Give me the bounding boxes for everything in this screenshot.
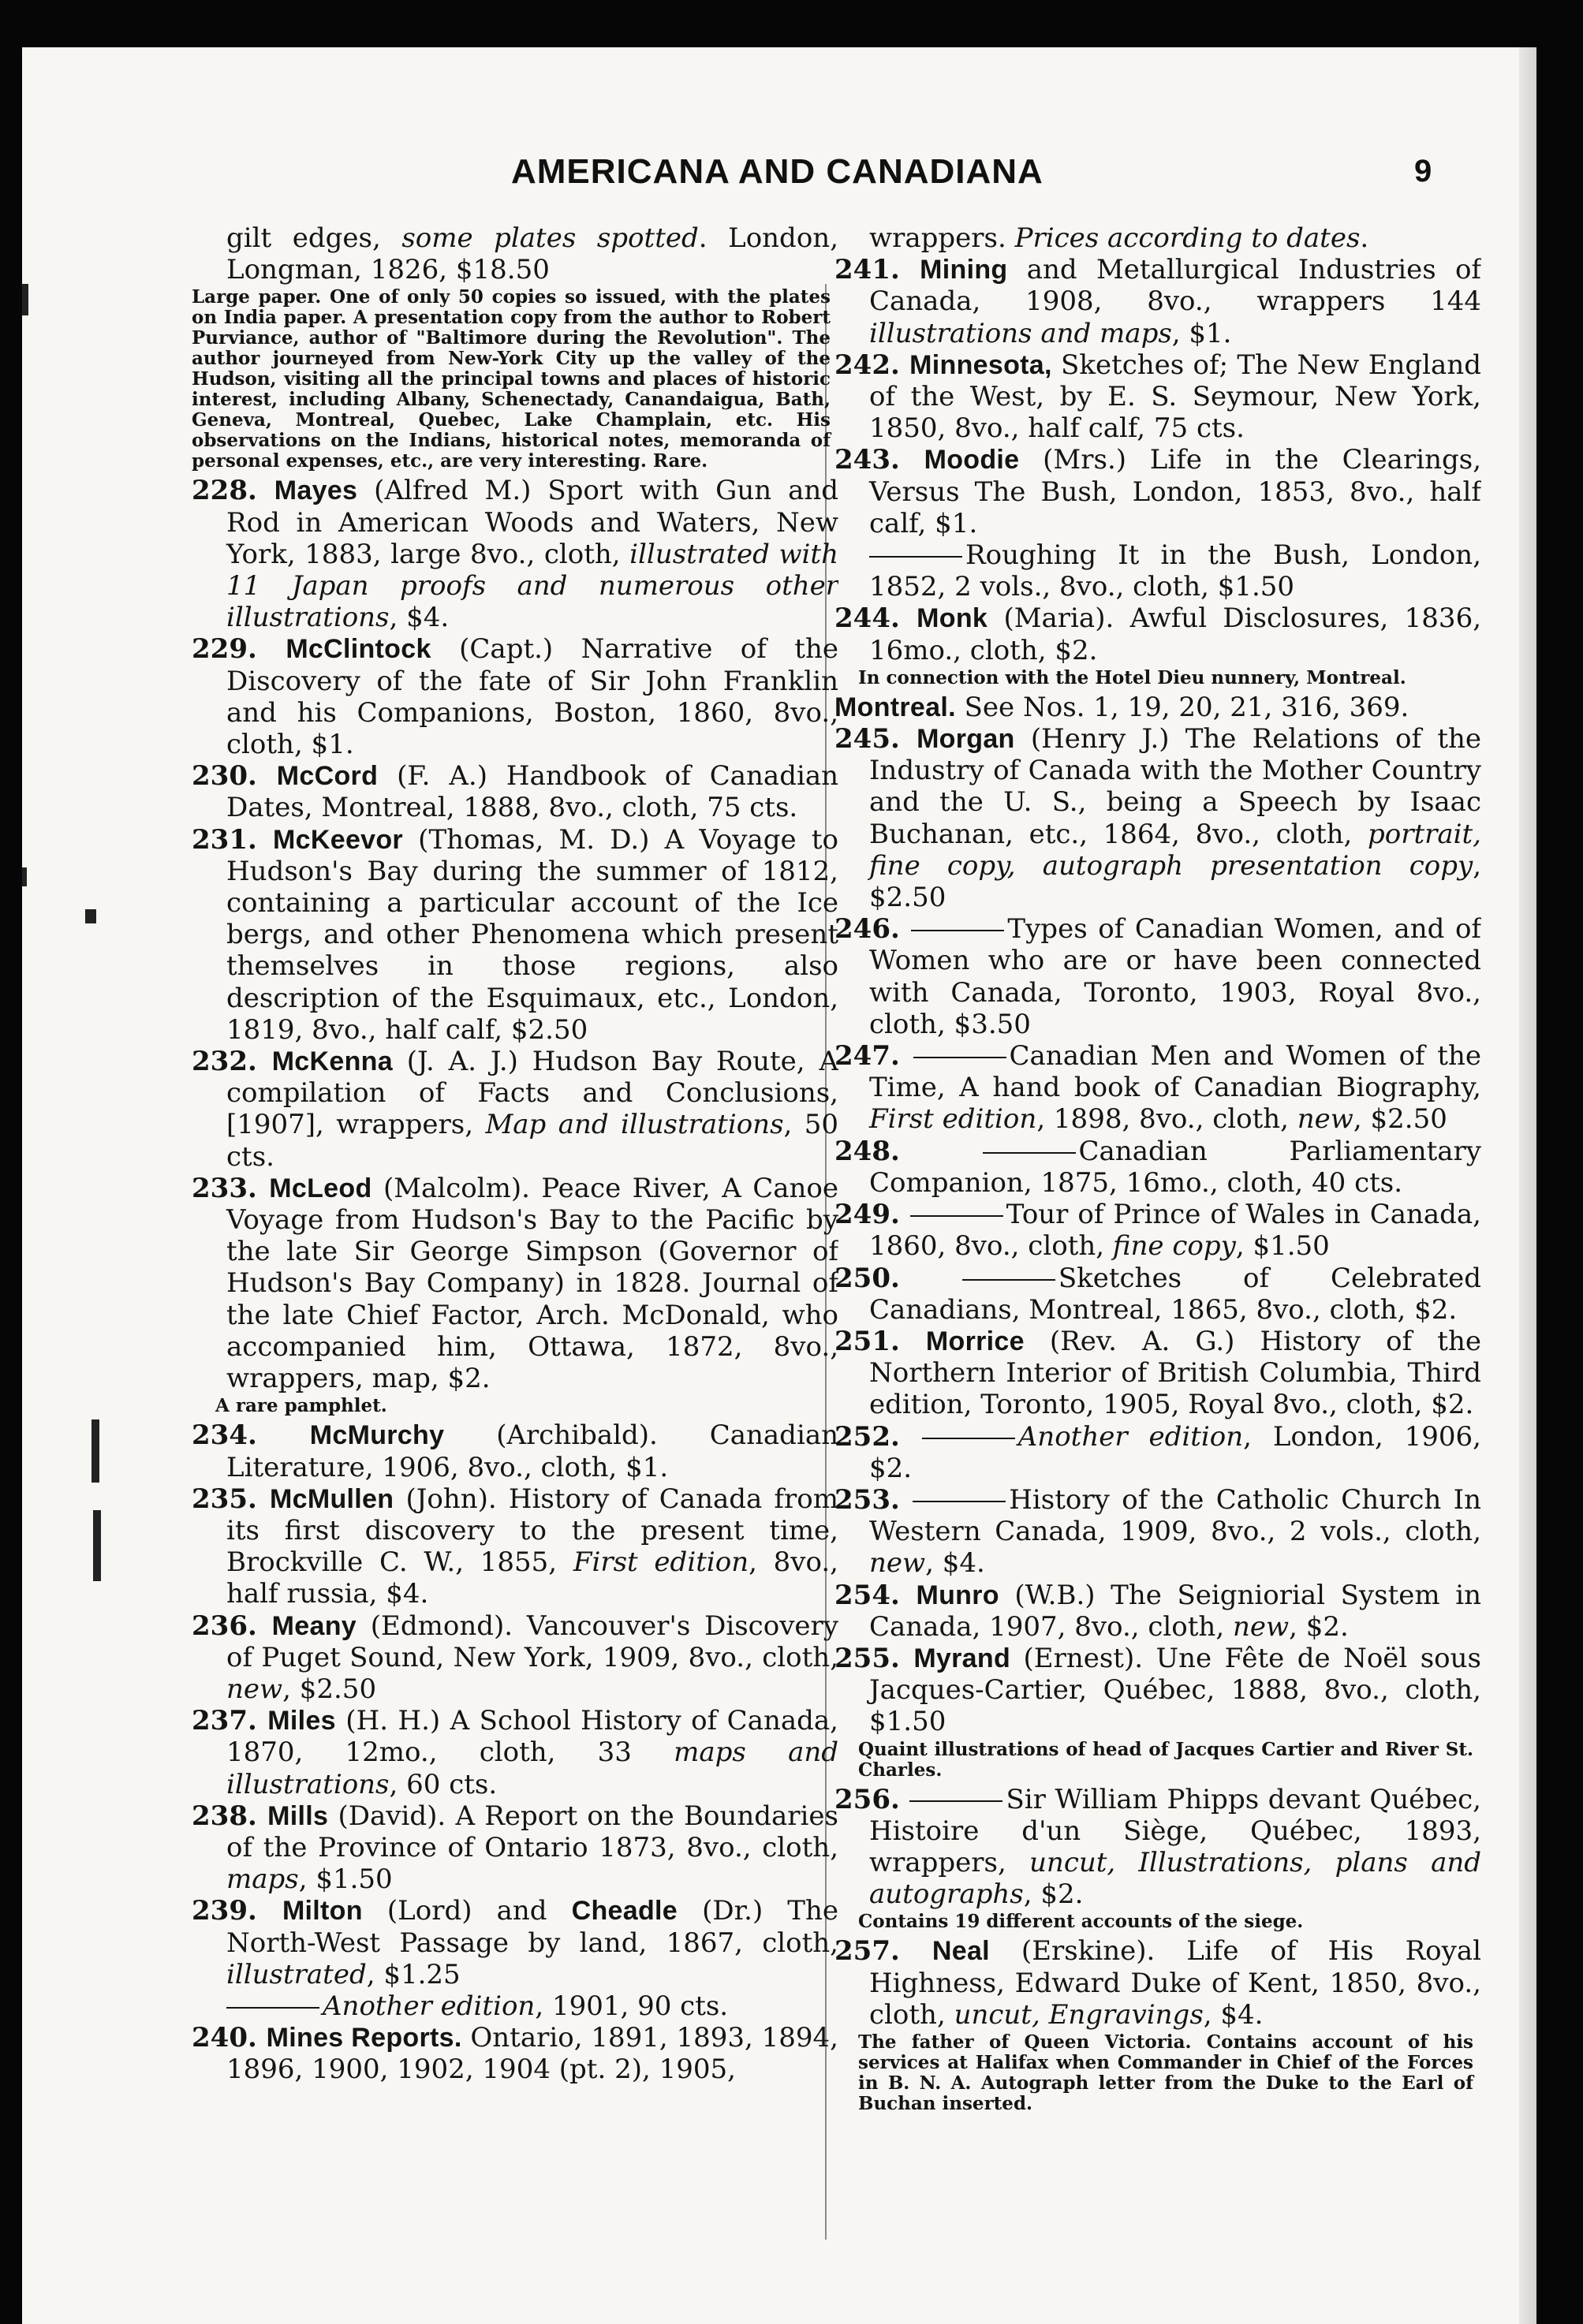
- catalogue-entry: [192, 1046, 838, 1173]
- entry-text: , $1.50: [298, 1863, 393, 1896]
- entry-italic: illustrations and maps: [869, 317, 1172, 349]
- entry-number: 239.: [192, 1895, 282, 1927]
- entry-text: (W.B.) The Seigniorial System in Canada, 1907, 8vo., cloth,: [869, 1579, 1481, 1643]
- entry-note: [858, 668, 1473, 688]
- entry-note: [215, 1396, 831, 1416]
- entry-text: (Rev. A. G.) History of the Northern Interior of British Columbia, Third edition, Toronto, 1905, Royal 8vo., cloth, $2.: [869, 1325, 1481, 1421]
- ditto-rule: [922, 1438, 1015, 1439]
- entry-continuation: [869, 222, 1481, 254]
- note-text: The father of Queen Victoria. Contains account of his services at Halifax when Commander in Chief of the Forces in B. N. A. Autograph letter from the Duke to the Earl of Buchan inserted.: [858, 2031, 1473, 2114]
- entry-number: 233.: [192, 1172, 270, 1204]
- entry-number: 252.: [834, 1420, 922, 1453]
- page-number: 9: [1414, 154, 1432, 188]
- catalogue-entry: [192, 1172, 838, 1395]
- entry-text: wrappers.: [869, 222, 1015, 254]
- catalogue-entry: [834, 913, 1481, 1040]
- catalogue-entry: [834, 1642, 1481, 1738]
- entry-keyword: Monk: [917, 603, 988, 634]
- catalogue-entry: [834, 1579, 1481, 1643]
- entry-text: Ontario, 1891, 1893, 1894, 1896, 1900, 1902, 1904 (pt. 2), 1905,: [226, 2022, 838, 2086]
- entry-number: 232.: [192, 1046, 272, 1078]
- entry-number: 234.: [192, 1419, 310, 1452]
- page-header: [22, 152, 1536, 200]
- entry-text: gilt edges,: [226, 222, 402, 254]
- entry-number: 247.: [834, 1040, 913, 1072]
- entry-number: 257.: [834, 1935, 932, 1968]
- entry-italic: some plates spotted: [401, 222, 699, 254]
- entry-text: , $4.: [389, 602, 450, 634]
- entry-keyword: McCord: [276, 761, 379, 792]
- entry-number: 231.: [192, 823, 274, 856]
- entry-italic: Prices according to dates: [1014, 222, 1361, 254]
- catalogue-entry: [834, 1262, 1481, 1326]
- catalogue-entry: [834, 1420, 1481, 1484]
- ditto-rule: [909, 1800, 1002, 1802]
- ditto-rule: [869, 556, 962, 558]
- entry-text: , 50 cts.: [226, 1109, 838, 1173]
- margin-mark: [91, 1419, 99, 1483]
- entry-number: 249.: [834, 1199, 910, 1231]
- margin-mark: [22, 284, 28, 315]
- entry-continuation: [869, 539, 1481, 602]
- entry-text: and Metallurgical Industries of Canada, 1908, 8vo., wrappers 144: [869, 254, 1481, 318]
- entry-text: , $2.50: [282, 1673, 377, 1705]
- entry-text: (Edmond). Vancouver's Discovery of Puget Sound, New York, 1909, 8vo., cloth,: [226, 1610, 838, 1673]
- entry-keyword: McMullen: [270, 1483, 394, 1514]
- margin-mark: [93, 1510, 101, 1581]
- entry-keyword: Mills: [267, 1800, 329, 1831]
- entry-text: (F. A.) Handbook of Canadian Dates, Montreal, 1888, 8vo., cloth, 75 cts.: [226, 760, 838, 824]
- entry-text: (Dr.) The North-West Passage by land, 1867, cloth,: [226, 1895, 838, 1959]
- entry-italic: new: [226, 1673, 283, 1705]
- catalogue-entry: [192, 760, 838, 824]
- entry-text: , 8vo., half russia, $4.: [226, 1546, 838, 1610]
- entry-keyword: McKenna: [271, 1046, 393, 1077]
- entry-number: 250.: [834, 1262, 962, 1294]
- catalogue-entry: [192, 1483, 838, 1610]
- catalogue-entry: [834, 1483, 1481, 1580]
- catalogue-page: [22, 47, 1536, 2324]
- catalogue-entry: [192, 823, 838, 1046]
- entry-keyword: Neal: [932, 1936, 990, 1967]
- entry-text: , $1.50: [1235, 1230, 1330, 1263]
- entry-keyword: Moodie: [924, 445, 1020, 476]
- entry-text: . London, Longman, 1826, $18.50: [226, 222, 838, 286]
- catalogue-entry: [192, 1705, 838, 1800]
- entry-text: , London, 1906, $2.: [869, 1420, 1481, 1484]
- entry-keyword: Milton: [282, 1896, 363, 1927]
- catalogue-entry: [192, 475, 838, 634]
- entry-note: [858, 1912, 1473, 1932]
- entry-italic: uncut, Engravings: [954, 1998, 1204, 2031]
- entry-keyword: Mayes: [274, 476, 358, 506]
- catalogue-entry: [192, 1895, 838, 1990]
- entry-italic: new: [869, 1547, 926, 1580]
- entry-keyword: Cheadle: [571, 1896, 678, 1927]
- catalogue-entry: [192, 1610, 838, 1706]
- entry-text: , $4.: [925, 1547, 985, 1580]
- entry-continuation: [226, 1990, 838, 2022]
- ditto-rule: [226, 2007, 319, 2009]
- entry-text: , $1.: [1171, 317, 1232, 349]
- note-text: In connection with the Hotel Dieu nunnery, Montreal.: [858, 666, 1406, 688]
- entry-keyword: Myrand: [913, 1643, 1011, 1673]
- entry-italic: maps: [226, 1863, 299, 1896]
- catalogue-entry: [834, 723, 1481, 914]
- entry-italic: maps and illustrations: [226, 1736, 838, 1800]
- entry-keyword: Mining: [920, 255, 1008, 285]
- entry-number: 256.: [834, 1783, 910, 1815]
- ditto-rule: [913, 1057, 1006, 1058]
- entry-keyword: Montreal.: [834, 692, 956, 722]
- entry-number: 254.: [834, 1579, 917, 1611]
- entry-text: (Thomas, M. D.) A Voyage to Hudson's Bay during the summer of 1812, containing a particular account of the Ice bergs, and other Phenomena which present themselves in those regions, also description of the Esquimaux, etc., London, 1819, 8vo., half calf, $2.50: [226, 823, 838, 1046]
- entry-text: , $2.50: [1353, 1103, 1447, 1136]
- entry-text: Canadian Men and Women of the Time, A hand book of Canadian Biography,: [869, 1040, 1481, 1104]
- entry-text: (Maria). Awful Disclosures, 1836, 16mo., cloth, $2.: [869, 602, 1481, 666]
- entry-keyword: McKeevor: [273, 824, 403, 855]
- entry-text: (Malcolm). Peace River, A Canoe Voyage from Hudson's Bay to the Pacific by the late Sir George Simpson (Governor of Hudson's Bay Company) in 1828. Journal of the late Chief Factor, Arch. McDonald, who accompanied him, Ottawa, 1872, 8vo., wrappers, map, $2.: [226, 1172, 838, 1395]
- entry-italic: Another edition: [323, 1990, 536, 2022]
- catalogue-entry: [834, 349, 1481, 445]
- entry-keyword: Munro: [916, 1580, 999, 1610]
- entry-keyword: Morrice: [925, 1326, 1025, 1356]
- entry-italic: Map and illustrations: [485, 1109, 784, 1141]
- entry-italic: First edition: [869, 1103, 1037, 1136]
- note-text: Quaint illustrations of head of Jacques Cartier and River St. Charles.: [858, 1738, 1473, 1781]
- note-text: A rare pamphlet.: [215, 1395, 387, 1417]
- catalogue-entry: [192, 1419, 838, 1483]
- ditto-rule: [913, 1501, 1006, 1502]
- entry-keyword: McMurchy: [309, 1420, 445, 1451]
- entry-italic: new: [1297, 1103, 1353, 1136]
- note-text: Large paper. One of only 50 copies so issued, with the plates on India paper. A presentation copy from the author to Robert Purviance, author of "Baltimore during the Revolution". The author journeyed from New-York City up the valley of the Hudson, visiting all the principal towns and places of historic interest, including Albany, Schenectady, Canandaigua, Bath, Geneva, Montreal, Quebec, Lake Champlain, etc. His observations on the Indians, historical notes, memoranda of personal expenses, etc., are very interesting. Rare.: [192, 286, 831, 472]
- entry-number: 244.: [834, 602, 917, 635]
- catalogue-entry: [834, 1135, 1481, 1199]
- entry-number: 248.: [834, 1135, 983, 1167]
- entry-text: , $4.: [1203, 1998, 1264, 2031]
- entry-text: (Alfred M.) Sport with Gun and Rod in American Woods and Waters, New York, 1883, large 8vo., cloth,: [226, 475, 838, 570]
- entry-italic: new: [1232, 1610, 1290, 1643]
- entry-text: History of the Catholic Church In Western Canada, 1909, 8vo., 2 vols., cloth,: [869, 1483, 1481, 1548]
- catalogue-entry: [834, 1935, 1481, 2031]
- entry-number: 237.: [192, 1705, 268, 1737]
- entry-note: [858, 1740, 1473, 1781]
- entry-keyword: Morgan: [917, 724, 1015, 755]
- entry-number: 245.: [834, 723, 917, 755]
- left-column: [192, 222, 838, 2225]
- entry-text: , 1898, 8vo., cloth,: [1036, 1103, 1297, 1136]
- entry-number: 255.: [834, 1642, 914, 1674]
- catalogue-entry: [834, 254, 1481, 349]
- entry-keyword: Minnesota,: [909, 349, 1052, 380]
- entry-number: 238.: [192, 1800, 268, 1832]
- entry-text: (Capt.) Narrative of the Discovery of the fate of Sir John Franklin and his Companions, Boston, 1860, 8vo., cloth, $1.: [226, 633, 838, 761]
- entry-text: , $1.25: [366, 1958, 461, 1990]
- entry-keyword: Meany: [271, 1610, 357, 1641]
- entry-number: 230.: [192, 760, 277, 793]
- ditto-rule: [911, 930, 1004, 931]
- entry-number: 253.: [834, 1483, 913, 1516]
- page-edge-shadow: [1519, 47, 1536, 2324]
- entry-text: .: [1360, 222, 1369, 254]
- ditto-rule: [962, 1279, 1055, 1281]
- entry-text: (David). A Report on the Boundaries of the Province of Ontario 1873, 8vo., cloth,: [226, 1800, 838, 1863]
- entry-text: (Henry J.) The Relations of the Industry of Canada with the Mother Country and the U. S., being a Speech by Isaac Buchanan, etc., 1864, 8vo., cloth,: [869, 723, 1481, 850]
- entry-text: Canadian Parliamentary Companion, 1875, 16mo., cloth, 40 cts.: [869, 1135, 1481, 1199]
- entry-note: [858, 2032, 1473, 2114]
- catalogue-entry: [834, 1040, 1481, 1136]
- entry-italic: illustrated: [226, 1958, 367, 1990]
- margin-mark: [22, 867, 27, 886]
- entry-number: 246.: [834, 913, 912, 946]
- entry-italic: First edition: [573, 1546, 749, 1579]
- entry-text: (H. H.) A School History of Canada, 1870, 12mo., cloth, 33: [226, 1705, 838, 1769]
- entry-keyword: Mines Reports.: [266, 2023, 462, 2054]
- entry-number: 241.: [834, 254, 920, 286]
- margin-mark: [85, 909, 96, 923]
- right-column: [834, 222, 1481, 2225]
- catalogue-entry: [834, 1199, 1481, 1263]
- entry-number: 235.: [192, 1483, 270, 1515]
- entry-text: , $2.: [1023, 1878, 1084, 1911]
- catalogue-entry: [192, 633, 838, 761]
- entry-italic: portrait, fine copy, autograph presentation copy: [869, 818, 1481, 882]
- entry-text: (Archibald). Canadian Literature, 1906, 8vo., cloth, $1.: [226, 1419, 838, 1483]
- catalogue-entry: [834, 602, 1481, 666]
- entry-text: (Mrs.) Life in the Clearings, Versus The Bush, London, 1853, 8vo., half calf, $1.: [869, 444, 1481, 539]
- entry-text: See Nos. 1, 19, 20, 21, 316, 369.: [955, 691, 1409, 723]
- catalogue-entry: [834, 691, 1481, 723]
- entry-text: Sketches of Celebrated Canadians, Montreal, 1865, 8vo., cloth, $2.: [869, 1262, 1481, 1326]
- entry-text: Tour of Prince of Wales in Canada, 1860, 8vo., cloth,: [869, 1199, 1481, 1263]
- entry-number: 228.: [192, 475, 274, 507]
- entry-keyword: Miles: [267, 1706, 336, 1736]
- entry-keyword: McClintock: [286, 634, 431, 665]
- entry-text: (Erskine). Life of His Royal Highness, Edward Duke of Kent, 1850, 8vo., cloth,: [869, 1935, 1481, 2031]
- entry-text: (Ernest). Une Fête de Noël sous Jacques-Cartier, Québec, 1888, 8vo., cloth, $1.50: [869, 1642, 1481, 1738]
- entry-text: (Lord) and: [362, 1895, 572, 1927]
- ditto-rule: [910, 1215, 1003, 1217]
- running-title: AMERICANA AND CANADIANA: [511, 152, 1044, 191]
- entry-number: 242.: [834, 349, 910, 381]
- entry-number: 229.: [192, 633, 286, 666]
- entry-number: 251.: [834, 1325, 926, 1357]
- catalogue-entry: [192, 1800, 838, 1896]
- entry-text: , $2.50: [869, 849, 1481, 914]
- catalogue-entry: [834, 444, 1481, 539]
- entry-text: Sketches of; The New England of the West, by E. S. Seymour, New York, 1850, 8vo., half calf, 75 cts.: [869, 349, 1481, 445]
- entry-keyword: McLeod: [269, 1173, 372, 1203]
- entry-italic: illustrated with 11 Japan proofs and numerous other illustrations: [226, 538, 838, 634]
- entry-text: (J. A. J.) Hudson Bay Route, A compilation of Facts and Conclusions, [1907], wrappers,: [226, 1046, 838, 1141]
- ditto-rule: [983, 1152, 1076, 1154]
- entry-italic: fine copy: [1112, 1230, 1236, 1263]
- catalogue-entry: [192, 2022, 838, 2086]
- entry-italic: uncut, Illustrations, plans and autographs: [869, 1846, 1481, 1911]
- entry-note: [192, 287, 831, 472]
- entry-text: Roughing It in the Bush, London, 1852, 2 vols., 8vo., cloth, $1.50: [869, 539, 1481, 603]
- note-text: Contains 19 different accounts of the siege.: [858, 1911, 1304, 1933]
- entry-text: , 1901, 90 cts.: [535, 1990, 729, 2022]
- entry-text: (John). History of Canada from its first discovery to the present time, Brockville C. W., 1855,: [226, 1483, 838, 1579]
- entry-text: Types of Canadian Women, and of Women who are or have been connected with Canada, Toronto, 1903, Royal 8vo., cloth, $3.50: [869, 913, 1481, 1040]
- entry-italic: Another edition: [1017, 1420, 1244, 1453]
- entry-number: 243.: [834, 444, 924, 476]
- entry-text: Sir William Phipps devant Québec, Histoire d'un Siège, Québec, 1893, wrappers,: [869, 1783, 1481, 1878]
- entry-text: , 60 cts.: [389, 1768, 498, 1800]
- entry-text: , $2.: [1289, 1610, 1349, 1643]
- catalogue-entry: [834, 1325, 1481, 1421]
- catalogue-entry: [834, 1783, 1481, 1911]
- entry-number: 236.: [192, 1610, 272, 1642]
- entry-continuation: [226, 222, 838, 285]
- entry-number: 240.: [192, 2022, 267, 2054]
